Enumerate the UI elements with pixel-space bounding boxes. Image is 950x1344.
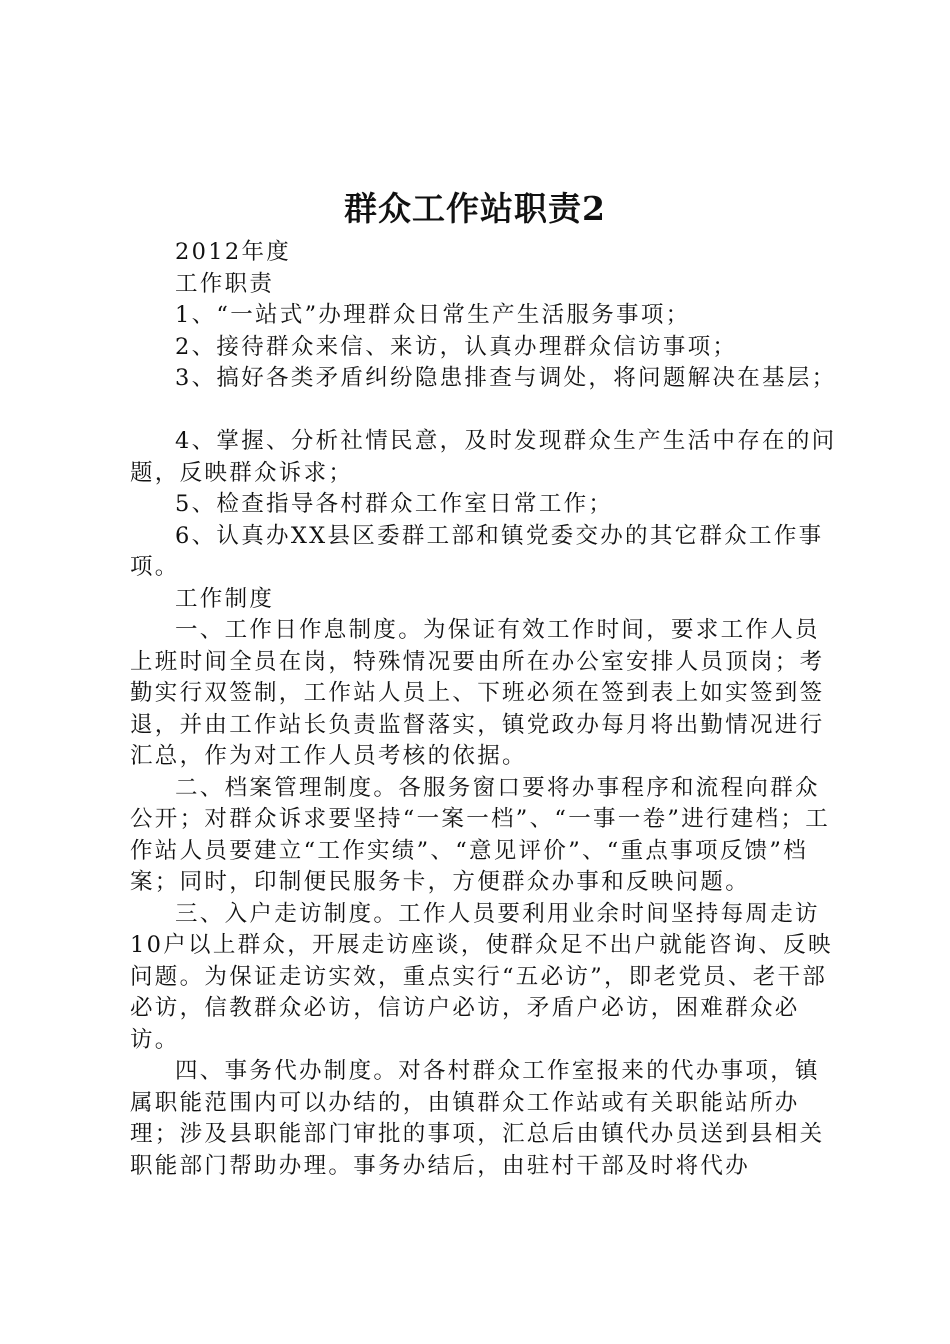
duty-item-2: 2、接待群众来信、来访，认真办理群众信访事项； [175,333,738,360]
duty-item-1: 1、“一站式”办理群众日常生产生活服务事项； [175,302,691,328]
duty-item-4: 4、掌握、分析社情民意，及时发现群众生产生活中存在的问题，反映群众诉求； [130,428,837,486]
document-body [130,237,842,1182]
rule-paragraph-2: 二、档案管理制度。各服务窗口要将办事程序和流程向群众公开；对群众诉求要坚持“一案一档”、“一事一卷”进行建档；工作站人员要建立“工作实绩”、“意见评价”、“重点事项反馈”档案；同时，印制便民服务卡，方便群众办事和反映问题。 [130,774,831,895]
rule-paragraph-1: 一、工作日作息制度。为保证有效工作时间，要求工作人员上班时间全员在岗，特殊情况要由所在办公室安排人员顶岗；考勤实行双签制，工作站人员上、下班必须在签到表上如实签到签退，并由工作站长负责监督落实，镇党政办每月将出勤情况进行汇总，作为对工作人员考核的依据。 [130,617,825,769]
duty-item-3: 3、搞好各类矛盾纠纷隐患排查与调处，将问题解决在基层； [175,365,837,391]
duty-item-6: 6、认真办XX县区委群工部和镇党委交办的其它群众工作事项。 [130,522,824,580]
rule-paragraph-4: 四、事务代办制度。对各村群众工作室报来的代办事项，镇属职能范围内可以办结的，由镇群众工作站或有关职能站所办理；涉及县职能部门审批的事项，汇总后由镇代办员送到县相关职能部门帮助办理。事务办结后，由驻村干部及时将代办 [130,1058,825,1179]
heading-rules: 工作制度 [175,585,275,612]
duty-item-5: 5、检查指导各村群众工作室日常工作； [175,491,614,517]
paragraph-year: 2012年度 [175,239,292,265]
rule-paragraph-3: 三、入户走访制度。工作人员要利用业余时间坚持每周走访10户以上群众，开展走访座谈，使群众足不出户就能咨询、反映问题。为保证走访实效，重点实行“五必访”，即老党员、老干部必访，信教群众必访，信访户必访，矛盾户必访，困难群众必访。 [130,900,833,1053]
document-title: 群众工作站职责2 [344,189,606,228]
heading-duties: 工作职责 [175,270,275,297]
